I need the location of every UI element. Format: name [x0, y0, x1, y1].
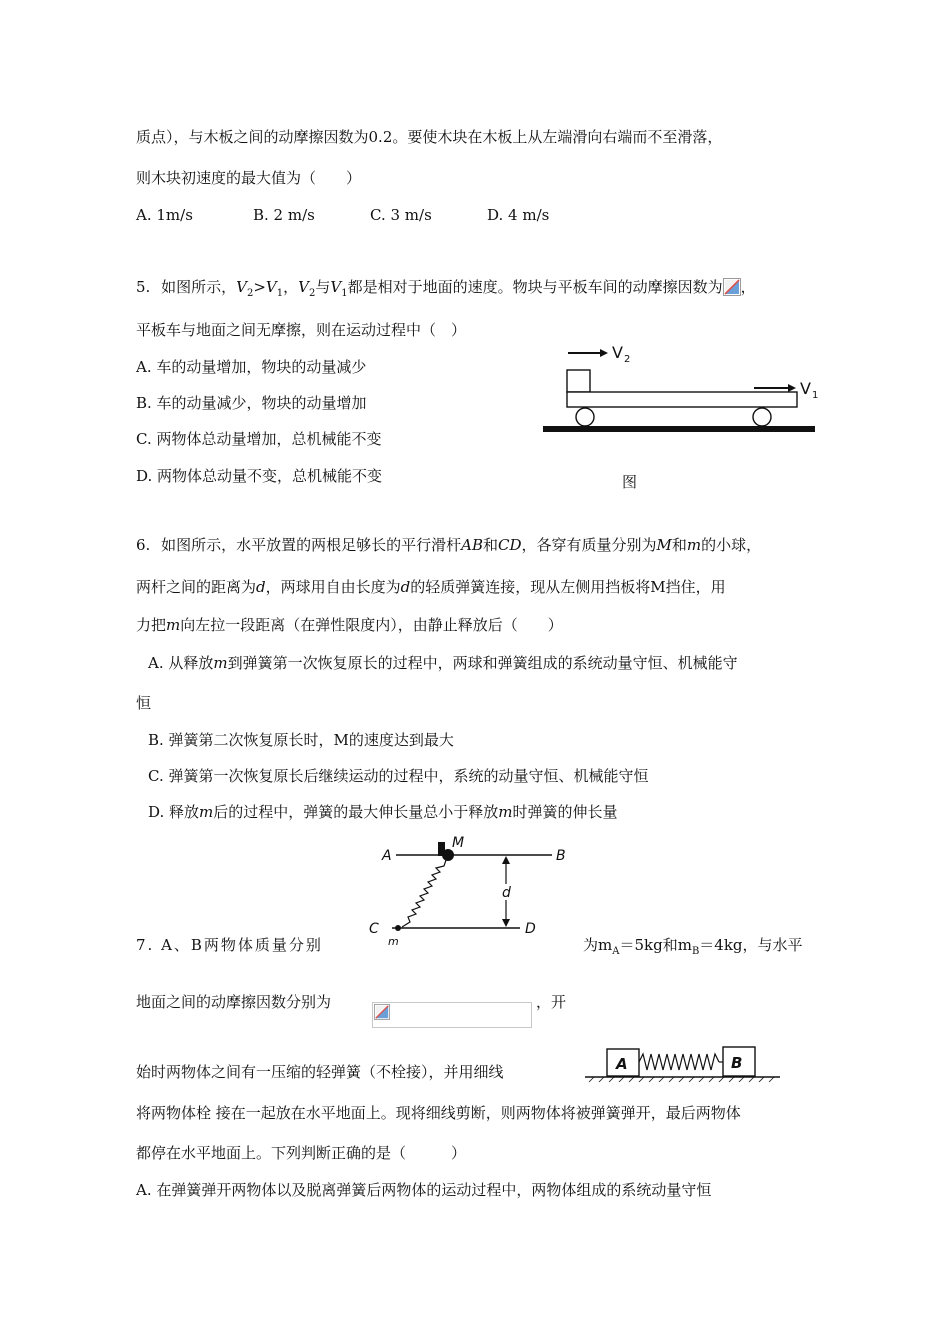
q6-opt-d-b: 后的过程中，弹簧的最大伸长量总小于释放 — [213, 803, 499, 821]
q6-option-a-line1 — [148, 653, 738, 673]
q7-line5: 都停在水平地面上。下列判断正确的是（ ） — [136, 1144, 467, 1162]
q6-fig-label-M: M — [452, 835, 465, 851]
q6-option-a-line2: 恒 — [136, 694, 152, 712]
q6-fig-label-m: m — [388, 935, 399, 948]
q4-option-d: D. 4 m/s — [487, 206, 550, 224]
q5-fig-v1-sub: 1 — [812, 390, 819, 401]
q7-text-1d: ＝4kg，与水平 — [699, 936, 803, 954]
q6-number: 6. — [136, 536, 151, 554]
q4-line2: 则木块初速度的最大值为（ ） — [136, 169, 362, 187]
q7-blocks-figure — [585, 1042, 785, 1084]
q6-text-3a: 力把 — [136, 616, 167, 634]
q7-line1-right — [583, 935, 803, 962]
q5-text-a: 如图所示， — [161, 278, 237, 296]
q6-opt-a-m: m — [213, 654, 228, 672]
q6-cd: CD — [497, 536, 522, 554]
q7-fig-label-b: B — [731, 1054, 743, 1072]
q5-fig-v2-sub: 2 — [624, 354, 631, 365]
q6-option-c: C. 弹簧第一次恢复原长后继续运动的过程中，系统的动量守恒、机械能守恒 — [148, 767, 649, 785]
q7-text-1c: ＝5kg和m — [619, 936, 692, 954]
q6-d: d — [256, 578, 266, 596]
q5-v1b: V — [330, 278, 342, 296]
q5-fig-v1-label: V — [800, 379, 811, 398]
q6-M: M — [656, 536, 672, 554]
q5-cart-figure — [540, 340, 830, 440]
q4-option-a: A. 1m/s — [136, 206, 193, 224]
q6-opt-d-m2: m — [498, 803, 513, 821]
broken-image-icon — [374, 1004, 390, 1020]
q6-line1 — [136, 535, 761, 555]
q6-opt-a-a: A. 从释放 — [148, 654, 214, 672]
q6-opt-a-b: 到弹簧第一次恢复原长的过程中，两球和弹簧组成的系统动量守恒、机械能守 — [227, 654, 738, 672]
q6-opt-d-m: m — [199, 803, 214, 821]
q5-v2b-sub: 2 — [308, 288, 316, 299]
q7-line2a: 地面之间的动摩擦因数分别为 — [136, 993, 332, 1011]
q6-he2: 和 — [671, 536, 687, 554]
q6-m: m — [686, 536, 702, 554]
q5-v1: V — [265, 278, 277, 296]
q6-he: 和 — [482, 536, 498, 554]
q4-line1: 质点），与木板之间的动摩擦因数为0.2。要使木块在木板上从左端滑向右端而不至滑落， — [136, 128, 723, 146]
q6-m2: m — [166, 616, 181, 634]
q7-option-a: A. 在弹簧弹开两物体以及脱离弹簧后两物体的运动过程中，两物体组成的系统动量守恒 — [136, 1181, 712, 1199]
q5-line2: 平板车与地面之间无摩擦，则在运动过程中（ ） — [136, 321, 467, 339]
q5-option-c: C. 两物体总动量增加，总机械能不变 — [136, 430, 382, 448]
q6-text-3b: 向左拉一段距离（在弹性限度内），由静止释放后（ ） — [180, 616, 563, 634]
q5-v2: V — [236, 278, 247, 296]
q7-line3: 始时两物体之间有一压缩的轻弹簧（不栓接），并用细线 — [136, 1063, 504, 1081]
q6-option-d — [148, 802, 618, 822]
q6-line2 — [136, 577, 726, 597]
q6-fig-label-b: B — [556, 848, 566, 864]
q6-text-2c: 的轻质弹簧连接，现从左侧用挡板将M挡住，用 — [410, 578, 726, 596]
q4-option-b: B. 2 m/s — [253, 206, 315, 224]
q5-text-b: 都是相对于地面的速度。物块与平板车间的动摩擦因数为 — [347, 278, 723, 296]
q5-figure-caption: 图 — [622, 473, 638, 491]
q6-text-2a: 两杆之间的距离为 — [136, 578, 257, 596]
q5-option-a: A. 车的动量增加，物块的动量减少 — [136, 358, 367, 376]
q5-v2b: V — [298, 278, 309, 296]
q7-line1a: 7. A、B两物体质量分别 — [136, 936, 323, 954]
q5-number: 5. — [136, 278, 151, 296]
q7-fig-label-a: A — [616, 1055, 628, 1073]
q5-v2-sub: 2 — [246, 288, 254, 299]
q6-opt-d-c: 时弹簧的伸长量 — [512, 803, 618, 821]
q6-d2: d — [400, 578, 411, 596]
q6-ab: AB — [461, 536, 483, 554]
q6-option-b: B. 弹簧第二次恢复原长时，M的速度达到最大 — [148, 731, 454, 749]
q6-opt-d-a: D. 释放 — [148, 803, 200, 821]
q5-comma: ， — [283, 278, 299, 296]
q5-line1 — [136, 277, 756, 304]
q6-fig-label-d-dist: d — [502, 885, 511, 901]
q6-text-1c: 的小球， — [701, 536, 762, 554]
q6-rods-figure — [370, 834, 580, 946]
q6-text-1b: ，各穿有质量分别为 — [521, 536, 657, 554]
q5-gt: > — [253, 278, 266, 296]
q7-sub-a: A — [612, 946, 620, 957]
q7-sub-b: B — [691, 946, 700, 957]
q5-text-c: ， — [740, 278, 756, 296]
q5-option-b: B. 车的动量减少，物块的动量增加 — [136, 394, 367, 412]
q7-line4: 将两物体栓 接在一起放在水平地面上。现将细线剪断，则两物体将被弹簧弹开，最后两物体 — [136, 1104, 741, 1122]
q6-line3 — [136, 615, 563, 635]
q4-option-c: C. 3 m/s — [370, 206, 432, 224]
q6-text-2b: ，两球用自由长度为 — [265, 578, 401, 596]
q7-line2b: ，开 — [536, 993, 567, 1011]
q5-option-d: D. 两物体总动量不变，总机械能不变 — [136, 467, 383, 485]
q6-fig-label-c: C — [369, 921, 379, 937]
q5-yu: 与 — [315, 278, 331, 296]
q5-fig-v2-label: V — [612, 343, 623, 362]
q6-fig-label-d: D — [525, 921, 536, 937]
q5-v1-sub: 1 — [276, 288, 284, 299]
q7-text-1b: 为m — [583, 936, 613, 954]
broken-image-icon — [723, 278, 741, 296]
q6-fig-label-a: A — [382, 848, 392, 864]
q6-text-1a: 如图所示，水平放置的两根足够长的平行滑杆 — [161, 536, 462, 554]
q5-v1b-sub: 1 — [341, 288, 348, 299]
q7-broken-image — [372, 1002, 532, 1028]
